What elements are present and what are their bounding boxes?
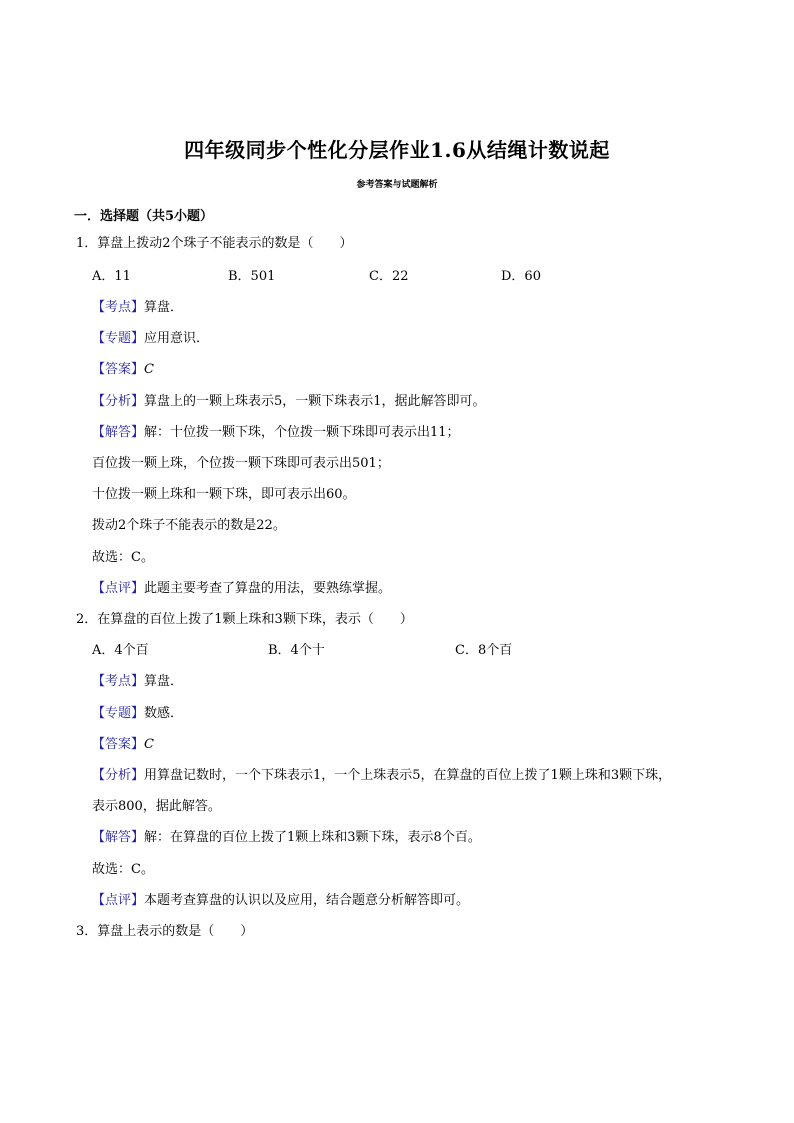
fenxi-tag: 【分析】: [92, 768, 145, 783]
jieda-text: 解：十位拨一颗下珠，个位拨一颗下珠即可表示出11；: [144, 425, 460, 440]
zhuanti-text: 应用意识．: [144, 331, 210, 346]
document-title: 四年级同步个性化分层作业1.6从结绳计数说起: [184, 138, 610, 162]
kaodian-tag: 【考点】: [92, 300, 145, 315]
q1-dianping: [92, 580, 391, 598]
q1-daan: [92, 361, 154, 379]
jieda-tag: 【解答】: [92, 425, 145, 440]
dianping-tag: 【点评】: [92, 581, 145, 596]
jieda-tag: 【解答】: [92, 830, 145, 845]
dianping-tag: 【点评】: [92, 893, 145, 908]
kaodian-text: 算盘．: [144, 300, 184, 315]
q1-kaodian: [92, 299, 183, 317]
q2-fenxi: [92, 767, 671, 785]
q1-jieda-line: 故选：C。: [92, 550, 154, 565]
kaodian-tag: 【考点】: [92, 674, 145, 689]
q1-option-d: D．60: [501, 269, 541, 284]
fenxi-text: 用算盘记数时，一个下珠表示1，一个上珠表示5，在算盘的百位上拨了1颗上珠和3颗下珠，: [144, 768, 672, 783]
q2-jieda: [92, 829, 481, 847]
q1-option-b: B．501: [228, 269, 276, 284]
q2-option-b: B．4个十: [268, 643, 325, 658]
q2-jieda-line: 故选：C。: [92, 862, 154, 877]
fenxi-tag: 【分析】: [92, 394, 145, 409]
q1-option-a: A．11: [92, 269, 131, 284]
document-subtitle: 参考答案与试题解析: [356, 180, 438, 190]
question-1-stem: 1．算盘上拨动2个珠子不能表示的数是（ ）: [76, 236, 353, 251]
q2-daan: [92, 736, 154, 754]
jieda-text: 解：在算盘的百位上拨了1颗上珠和3颗下珠，表示8个百。: [144, 830, 481, 845]
daan-text: C: [144, 362, 154, 377]
question-3-stem: 3．算盘上表示的数是（ ）: [76, 924, 254, 939]
kaodian-text: 算盘．: [144, 674, 184, 689]
question-2-stem: 2．在算盘的百位上拨了1颗上珠和3颗下珠，表示（ ）: [76, 612, 413, 627]
q1-jieda-line: 拨动2个珠子不能表示的数是22。: [92, 518, 286, 533]
zhuanti-tag: 【专题】: [92, 331, 145, 346]
q2-fenxi-line2: 表示800，据此解答。: [92, 799, 221, 814]
q1-fenxi: [92, 393, 486, 411]
q1-option-c: C．22: [369, 269, 409, 284]
daan-tag: 【答案】: [92, 737, 145, 752]
q2-kaodian: [92, 673, 183, 691]
q1-jieda-line: 十位拨一颗上珠和一颗下珠，即可表示出60。: [92, 487, 356, 502]
section-heading: 一．选择题（共5小题）: [74, 209, 214, 224]
zhuanti-tag: 【专题】: [92, 706, 145, 721]
q2-zhuanti: [92, 705, 183, 723]
q1-jieda-line: 百位拨一颗上珠，个位拨一颗下珠即可表示出501；: [92, 456, 390, 471]
zhuanti-text: 数感．: [144, 706, 184, 721]
fenxi-text: 算盘上的一颗上珠表示5，一颗下珠表示1，据此解答即可。: [144, 394, 486, 409]
q1-jieda: [92, 424, 460, 442]
q2-option-c: C．8个百: [455, 643, 513, 658]
dianping-text: 此题主要考查了算盘的用法，要熟练掌握。: [144, 581, 392, 596]
daan-text: C: [144, 737, 154, 752]
dianping-text: 本题考查算盘的认识以及应用，结合题意分析解答即可。: [144, 893, 470, 908]
q1-zhuanti: [92, 330, 209, 348]
q2-dianping: [92, 892, 469, 910]
q2-option-a: A．4个百: [92, 643, 149, 658]
daan-tag: 【答案】: [92, 362, 145, 377]
